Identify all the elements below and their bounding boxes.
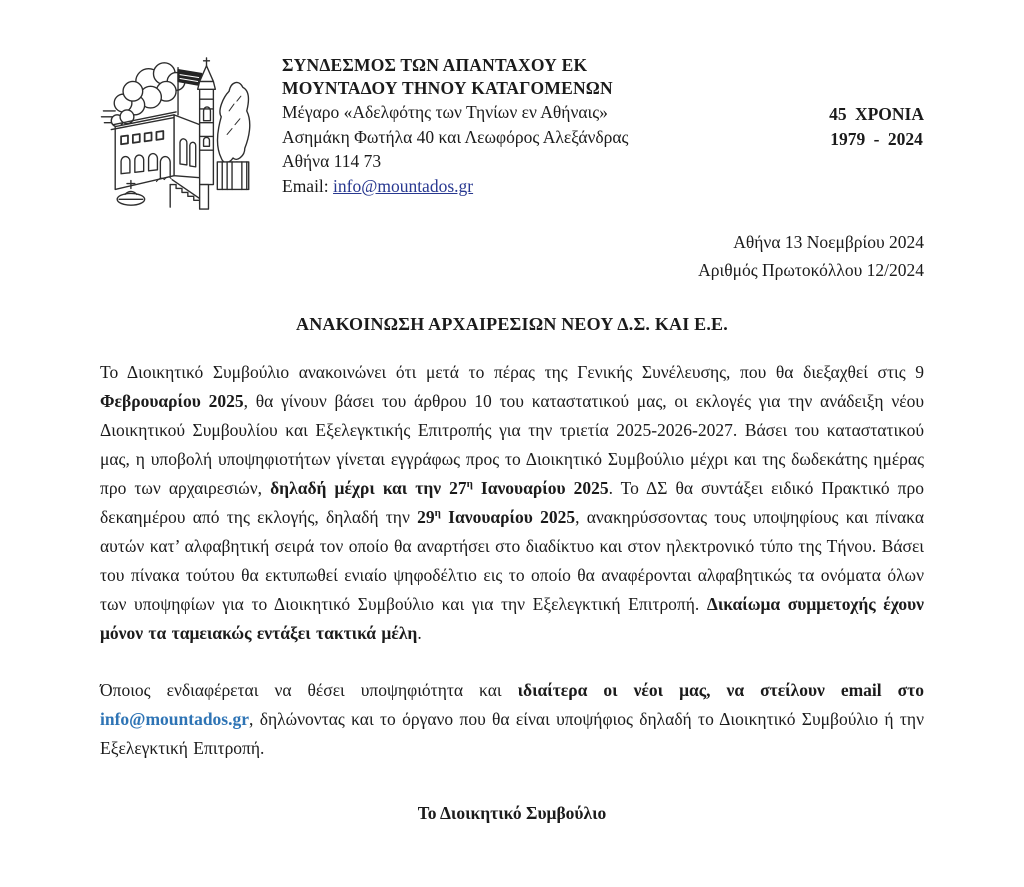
organization-name-line2: ΜΟΥΝΤΑΔΟΥ ΤΗΝΟΥ ΚΑΤΑΓΟΜΕΝΩΝ bbox=[282, 78, 613, 98]
protocol-number-line: Αριθμός Πρωτοκόλλου 12/2024 bbox=[698, 260, 924, 280]
text-run: . bbox=[417, 623, 422, 643]
address-line-city: Αθήνα 114 73 bbox=[282, 151, 382, 171]
body-email-link[interactable]: info@mountados.gr bbox=[100, 709, 250, 729]
church-village-icon bbox=[100, 52, 260, 214]
date-protocol-block bbox=[100, 228, 924, 284]
organization-logo bbox=[100, 52, 260, 214]
text-run: Όποιος ενδιαφέρεται να θέσει υποψηφιότητα και bbox=[100, 680, 518, 700]
text-run-bold-eligibility: Δικαίωμα συμμετοχής έχουν μόνον τα ταμειακώς εντάξει τακτικά μέλη bbox=[100, 594, 924, 643]
paragraph-elections-announcement bbox=[100, 358, 924, 648]
text-run: , δηλώνοντας και το όργανο που θα είναι υποψήφιος δηλαδή το Διοικητικό Συμβούλιο ή την Εξελεγκτική Επιτροπή. bbox=[100, 709, 924, 758]
address-line-street: Ασημάκη Φωτήλα 40 και Λεωφόρος Αλεξάνδρας bbox=[282, 126, 629, 147]
text-run-bold-deadline-month: Ιανουαρίου 2025 bbox=[472, 478, 609, 498]
signature-closing: Το Διοικητικό Συμβούλιο bbox=[417, 803, 607, 823]
text-run-bold-date: Φεβρουαρίου 2025 bbox=[100, 391, 244, 411]
letterhead bbox=[100, 50, 924, 214]
text-run-bold-deadline: δηλαδή μέχρι και την 27 bbox=[270, 478, 467, 498]
text-run-bold-call-to-action: ιδιαίτερα οι νέοι μας, να στείλουν email στο bbox=[517, 680, 924, 700]
document-title: ΑΝΑΚΟΙΝΩΣΗ ΑΡΧΑΙΡΕΣΙΩΝ ΝΕΟΥ Δ.Σ. ΚΑΙ Ε.Ε. bbox=[296, 314, 728, 334]
organization-name-line1: ΣΥΝΔΕΣΜΟΣ ΤΩΝ ΑΠΑΝΤΑΧΟΥ ΕΚ bbox=[282, 55, 588, 75]
text-run-bold-date2: 29 bbox=[417, 507, 435, 527]
organization-block bbox=[282, 50, 628, 198]
text-run: . Το ΔΣ θα συντάξει ειδικό Πρακτικό προ δεκαημέρου από της εκλογής, δηλαδή την bbox=[100, 478, 925, 527]
ordinal-superscript: η bbox=[434, 507, 441, 520]
text-run: , θα γίνουν βάσει του άρθρου 10 του καταστατικού μας, οι εκλογές για την ανάδειξη νέου Διοικητικού Συμβουλίου και Εξελεγκτικής Επιτροπής για την τριετία 2025-2026-2027. Βάσει του καταστατικού μας, η υποβολή υποψηφιοτήτων γίνεται εγγράφως προς το Διοικητικό Συμβούλιο μέχρι και της δωδεκάτης ημέρας προ των αρχαιρεσιών, bbox=[100, 391, 925, 498]
email-label: Email: bbox=[282, 175, 334, 196]
anniversary-years: 45 ΧΡΟΝΙΑ bbox=[829, 104, 924, 124]
ordinal-superscript: η bbox=[466, 478, 473, 491]
text-run: Το Διοικητικό Συμβούλιο ανακοινώνει ότι μετά το πέρας της Γενικής Συνέλευσης, που θα διεξαχθεί στις 9 bbox=[100, 362, 924, 382]
email-line bbox=[282, 174, 628, 199]
address-line-building: Μέγαρο «Αδελφότης των Τηνίων εν Αθήναις» bbox=[282, 102, 608, 122]
anniversary-badge bbox=[829, 50, 924, 152]
date-line: Αθήνα 13 Νοεμβρίου 2024 bbox=[733, 232, 924, 252]
header-email-link[interactable]: info@mountados.gr bbox=[333, 175, 474, 196]
paragraph-candidacy-instructions bbox=[100, 676, 924, 763]
text-run: , ανακηρύσσοντας τους υποψηφίους και πίνακα αυτών κατ’ αλφαβητική σειρά τον οποίο θα αναρτήσει στο διαδίκτυο και στον ηλεκτρονικό τύπο της Τήνου. Βάσει του πίνακα τούτου θα εκτυπωθεί ενιαίο ψηφοδέλτιο εις το οποίο θα αναφέρονται αλφαβητικώς τα ονόματα όλων των υποψηφίων για το Διοικητικό Συμβούλιο και για την Εξελεγκτική Επιτροπή. bbox=[100, 507, 925, 614]
text-run-bold-date2-month: Ιανουαρίου 2025 bbox=[440, 507, 576, 527]
anniversary-range: 1979 - 2024 bbox=[830, 129, 923, 149]
